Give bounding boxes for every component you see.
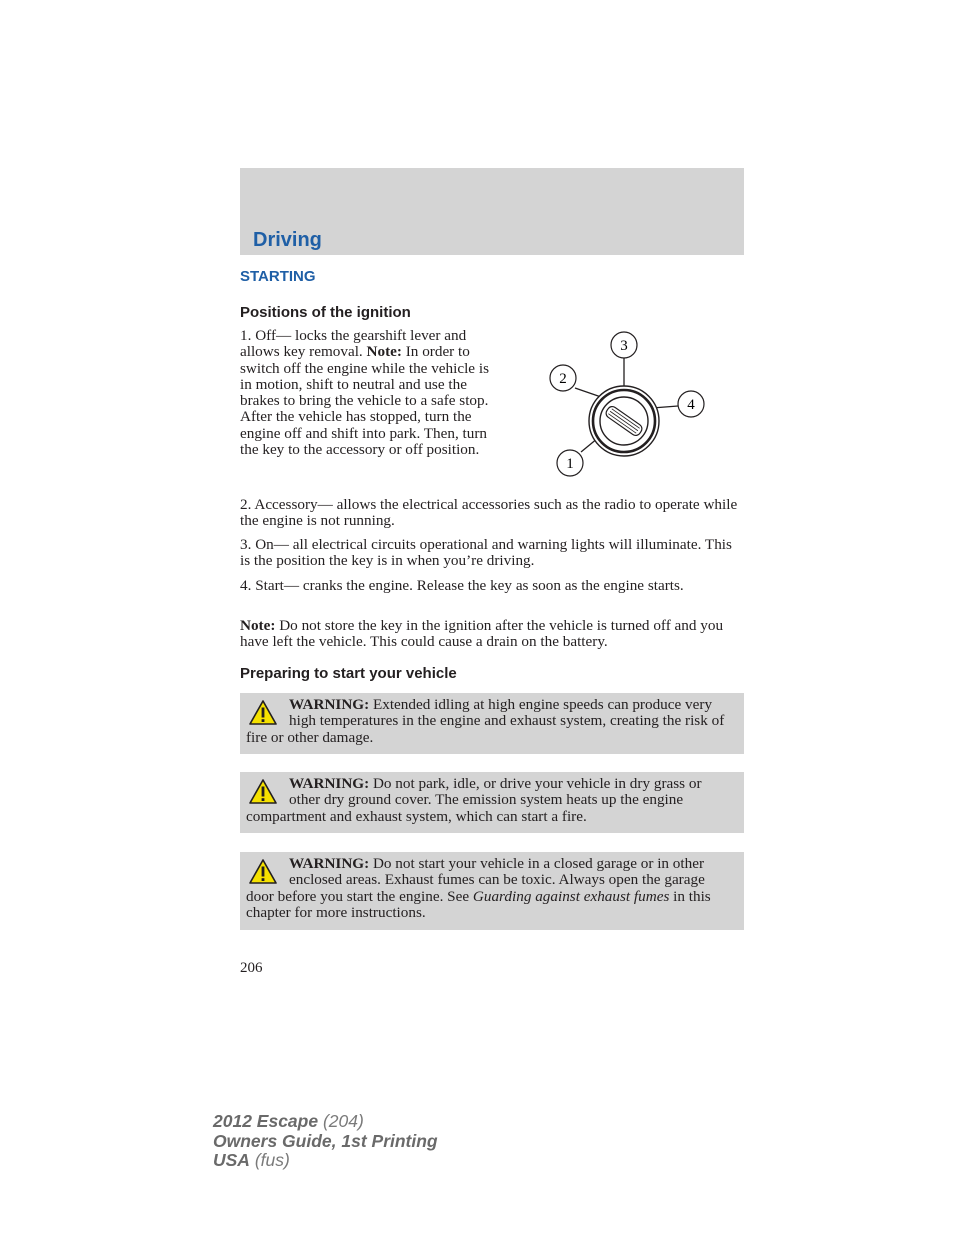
ignition-item-2: 2. Accessory— allows the electrical accessories such as the radio to operate while the engine is not running. <box>240 496 738 530</box>
cross-reference-link: Guarding against exhaust fumes <box>472 887 670 905</box>
warning-text: WARNING: Do not start your vehicle in a closed garage or in other enclosed areas. Exhaust fumes can be toxic. Always open the garage door before you start the engine. See Guarding against exhaust fumes in this chapter for more instructions. <box>246 855 711 921</box>
page-number: 206 <box>240 960 263 976</box>
warning-box-idling <box>240 693 744 754</box>
section-header-band <box>240 168 744 255</box>
ignition-item-4: 4. Start— cranks the engine. Release the key as soon as the engine starts. <box>240 577 684 594</box>
warning-text: WARNING: Do not park, idle, or drive your vehicle in dry grass or other dry ground cover. The emission system heats up the engine compartment and exhaust system, which can start a fire. <box>246 775 702 825</box>
footer-publication-info: 2012 Escape (204) Owners Guide, 1st Printing USA (fus) <box>213 1111 438 1170</box>
warning-box-dry-grass <box>240 772 744 833</box>
diagram-label-4: 4 <box>687 397 695 413</box>
ignition-diagram <box>540 330 720 480</box>
battery-note: Note: Do not store the key in the ignition after the vehicle is turned off and you have left the vehicle. This could cause a drain on the battery. <box>240 617 724 651</box>
diagram-label-3: 3 <box>620 338 628 354</box>
warning-text: WARNING: Extended idling at high engine speeds can produce very high temperatures in the engine and exhaust system, creating the risk of fire or other damage. <box>246 696 725 746</box>
preparing-heading: Preparing to start your vehicle <box>240 665 457 682</box>
ignition-item-1: 1. Off— locks the gearshift lever and allows key removal. Note: In order to switch off the engine while the vehicle is in motion, shift to neutral and use the brakes to bring the vehicle to a safe stop. After the vehicle has stopped, turn the engine off and shift into park. Then, turn the key to the accessory or off position. <box>240 327 489 459</box>
starting-heading: STARTING <box>240 268 316 285</box>
diagram-label-2: 2 <box>559 371 567 387</box>
ignition-item-3: 3. On— all electrical circuits operational and warning lights will illuminate. This is the position the key is in when you’re driving. <box>240 536 732 570</box>
positions-heading: Positions of the ignition <box>240 304 411 321</box>
section-title: Driving <box>253 229 322 251</box>
warning-box-garage <box>240 852 744 930</box>
diagram-label-1: 1 <box>566 456 574 472</box>
ignition-lock-icon <box>575 358 678 456</box>
